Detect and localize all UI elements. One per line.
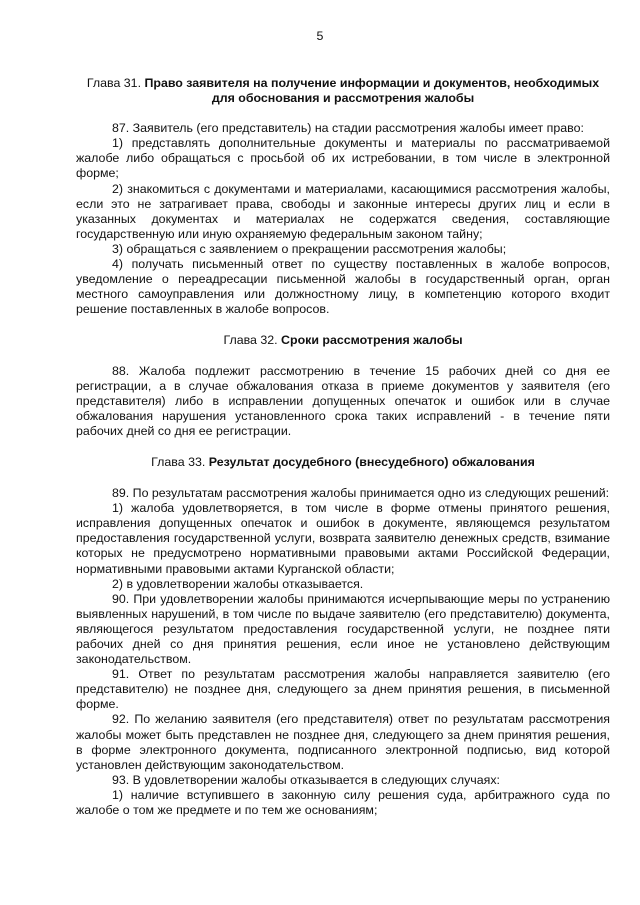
- chapter-31-title: Право заявителя на получение информации и документов, необходимых для обоснования и рассмотрения жалобы: [144, 76, 600, 106]
- paragraph-93-item-1: 1) наличие вступившего в законную силу решения суда, арбитражного суда по жалобе о том же предмете и по тем же основаниям;: [76, 787, 610, 818]
- chapter-33-heading: [76, 455, 610, 470]
- paragraph-87-item-3: 3) обращаться с заявлением о прекращении рассмотрения жалобы;: [112, 241, 507, 256]
- chapter-32-heading: [76, 333, 610, 348]
- paragraph-87-item-4: 4) получать письменный ответ по существу поставленных в жалобе вопросов, уведомление о переадресации письменной жалобы в государственный орган, орган местного самоуправления или должностному лицу, в компетенцию которого входит решение поставленных в жалобе вопросов.: [76, 257, 610, 317]
- paragraph-92: 92. По желанию заявителя (его представителя) ответ по результатам рассмотрения жалобы может быть представлен не позднее дня, следующего за днем принятия решения, в форме электронного документа, подписанного электронной подписью, вид которой установлен действующим законодательством.: [76, 712, 610, 772]
- chapter-33-title: Результат досудебного (внесудебного) обжалования: [208, 454, 535, 469]
- paragraph-89-item-2: 2) в удовлетворении жалобы отказывается.: [112, 576, 364, 591]
- page-number: 5: [316, 29, 324, 43]
- paragraph-89-item-1: 1) жалоба удовлетворяется, в том числе в форме отмены принятого решения, исправления допущенных опечаток и ошибок в документе, являющемся результатом предоставления государственной услуги, возврата заявителю денежных средств, взимание которых не предусмотрено нормативными правовыми актами Российской Федерации, нормативными правовыми актами Курганской области;: [76, 501, 610, 576]
- chapter-31-heading: [76, 76, 610, 106]
- document-body: [76, 76, 610, 818]
- paragraph-91: 91. Ответ по результатам рассмотрения жалобы направляется заявителю (его представителю) не позднее дня, следующего за днем принятия решения, в письменной форме.: [76, 667, 610, 712]
- chapter-33-prefix: Глава 33.: [151, 454, 209, 469]
- paragraph-88: 88. Жалоба подлежит рассмотрению в течение 15 рабочих дней со дня ее регистрации, а в случае обжалования отказа в приеме документов у заявителя (его представителя) либо в исправлении допущенных опечаток и ошибок или в случае обжалования нарушения установленного срока таких исправлений - в течение пяти рабочих дней со дня ее регистрации.: [76, 363, 610, 438]
- paragraph-87-item-2: 2) знакомиться с документами и материалами, касающимися рассмотрения жалобы, если это не затрагивает права, свободы и законные интересы других лиц и если в указанных документах и материалах не содержатся сведения, составляющие государственную или иную охраняемую федеральным законом тайну;: [76, 181, 610, 241]
- paragraph-93: 93. В удовлетворении жалобы отказывается в следующих случаях:: [112, 772, 500, 787]
- chapter-32-prefix: Глава 32.: [223, 333, 282, 348]
- paragraph-89: 89. По результатам рассмотрения жалобы принимается одно из следующих решений:: [112, 486, 610, 501]
- paragraph-87: 87. Заявитель (его представитель) на стадии рассмотрения жалобы имеет право:: [112, 121, 584, 136]
- chapter-31-prefix: Глава 31.: [86, 76, 145, 90]
- chapter-32-title: Сроки рассмотрения жалобы: [281, 333, 463, 348]
- paragraph-87-item-1: 1) представлять дополнительные документы и материалы по рассматриваемой жалобе либо обращаться с просьбой об их истребовании, в том числе в электронной форме;: [76, 136, 610, 181]
- paragraph-90: 90. При удовлетворении жалобы принимаются исчерпывающие меры по устранению выявленных нарушений, в том числе по выдаче заявителю (его представителю) документа, являющегося результатом предоставления государственной услуги, не позднее пяти рабочих дней со дня принятия решения, если иное не установлено действующим законодательством.: [76, 591, 610, 667]
